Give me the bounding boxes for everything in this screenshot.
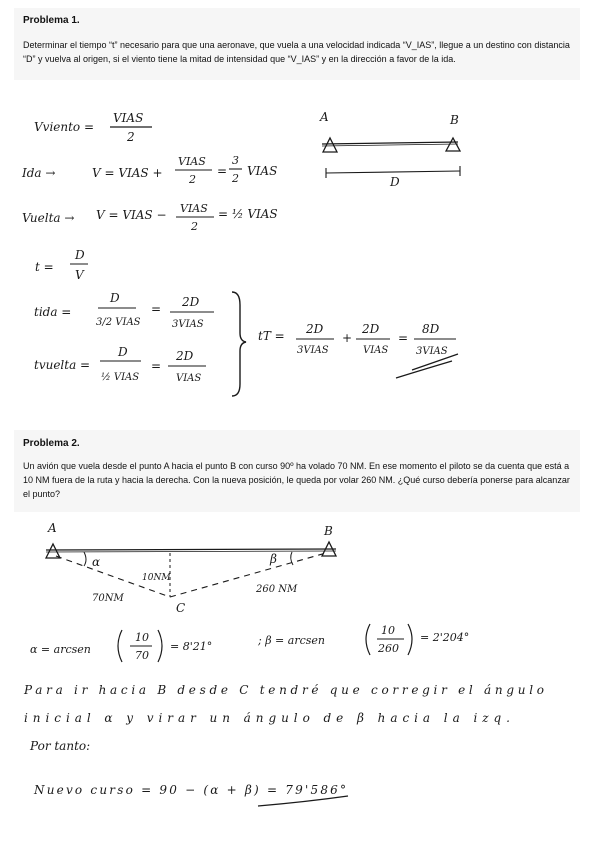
vuelta-result: = ½ VIAS [218, 207, 278, 221]
p2-label-b: B [324, 524, 333, 538]
p2-label-c: C [176, 601, 186, 615]
viento-num: VIAS [113, 111, 144, 125]
vuelta-frac-den: 2 [191, 220, 198, 233]
tt-eq: = [398, 331, 409, 345]
viento-den: 2 [127, 130, 135, 144]
beta-label: β [270, 552, 277, 566]
ida-eq: = [217, 164, 228, 178]
tt-n1: 2D [306, 322, 324, 336]
beta-frac-den: 260 [378, 642, 399, 655]
tida-den: 3/2 VIAS [96, 317, 141, 328]
beta-val: = 2'204° [420, 631, 470, 644]
t-num: D [75, 248, 85, 262]
ida-frac-num: VIAS [178, 155, 206, 168]
problem-1-title: Problema 1. [23, 15, 80, 26]
nuevo-curso: Nuevo curso = 90 − (α + β) = 79'586° [34, 783, 346, 797]
tt-d1: 3VIAS [297, 345, 329, 356]
tvuelta-den: ½ VIAS [101, 372, 140, 383]
vuelta-frac-num: VIAS [180, 202, 208, 215]
alpha-frac-num: 10 [135, 631, 149, 644]
problem-2-title: Problema 2. [23, 438, 80, 449]
tt-n3: 8D [422, 322, 440, 336]
tt-plus: + [342, 331, 353, 345]
tvuelta-num: D [118, 345, 128, 359]
ida-frac-den: 2 [189, 173, 196, 186]
alpha-val: = 8'21° [170, 640, 213, 653]
viento-label: Vviento = [34, 120, 95, 134]
tvuelta-label: tvuelta = [34, 358, 91, 372]
tt-label: tT = [258, 329, 285, 343]
p2-label-a: A [48, 521, 57, 535]
tida-num: D [110, 291, 120, 305]
tida-den2: 3VIAS [172, 319, 204, 330]
vuelta-label: Vuelta → [22, 211, 75, 225]
ida-result: VIAS [247, 164, 278, 178]
t-label: t = [35, 260, 54, 274]
alpha-eq: α = arcsen [30, 643, 91, 656]
tvuelta-den2: VIAS [176, 373, 202, 384]
problem-2-statement: Un avión que vuela desde el punto A hacia el punto B con curso 90º ha volado 70 NM. En ese momento el piloto se da cuenta que está a 10 NM fuera de la ruta y hacia la derecha. Con la nueva posición, le queda por volar 260 NM. ¿Qué curso debería ponerse para alcanzar el punto? [23, 461, 570, 499]
tt-d2: VIAS [363, 345, 389, 356]
diagram-label-d: D [390, 175, 400, 189]
ida-coef-den: 2 [232, 172, 239, 185]
tvuelta-eq: = [151, 359, 162, 373]
text-line-2: inicial α y virar un ángulo de β hacia la izq. [24, 711, 511, 725]
dist-10: 10NM [142, 573, 171, 583]
tt-d3: 3VIAS [416, 346, 448, 357]
dist-260: 260 NM [256, 584, 298, 595]
diagram-label-b: B [450, 113, 459, 127]
problem-1-statement: Determinar el tiempo “t” necesario para que una aeronave, que vuela a una velocidad indicada “V_IAS”, llegue a un destino con distancia “D” y vuelva al origen, si el viento tiene la mitad de intensidad que “V_IAS” y en la dirección a favor de la ida. [23, 40, 570, 64]
beta-frac-num: 10 [381, 624, 395, 637]
tida-num2: 2D [182, 295, 200, 309]
t-den: V [75, 268, 84, 282]
beta-eq: ; β = arcsen [258, 634, 325, 647]
ida-label: Ida → [22, 166, 56, 180]
diagram-label-a: A [320, 110, 329, 124]
por-tanto: Por tanto: [30, 739, 91, 753]
vuelta-expr: V = VIAS − [96, 208, 167, 222]
text-line-1: Para ir hacia B desde C tendré que corregir el ángulo [24, 683, 544, 697]
tida-eq: = [151, 302, 162, 316]
tt-n2: 2D [362, 322, 380, 336]
tida-label: tida = [34, 305, 72, 319]
alpha-frac-den: 70 [135, 649, 149, 662]
dist-70: 70NM [92, 593, 124, 604]
tvuelta-num2: 2D [176, 349, 194, 363]
ida-coef-num: 3 [232, 154, 239, 167]
alpha-label: α [92, 555, 101, 569]
ida-expr: V = VIAS + [92, 166, 163, 180]
